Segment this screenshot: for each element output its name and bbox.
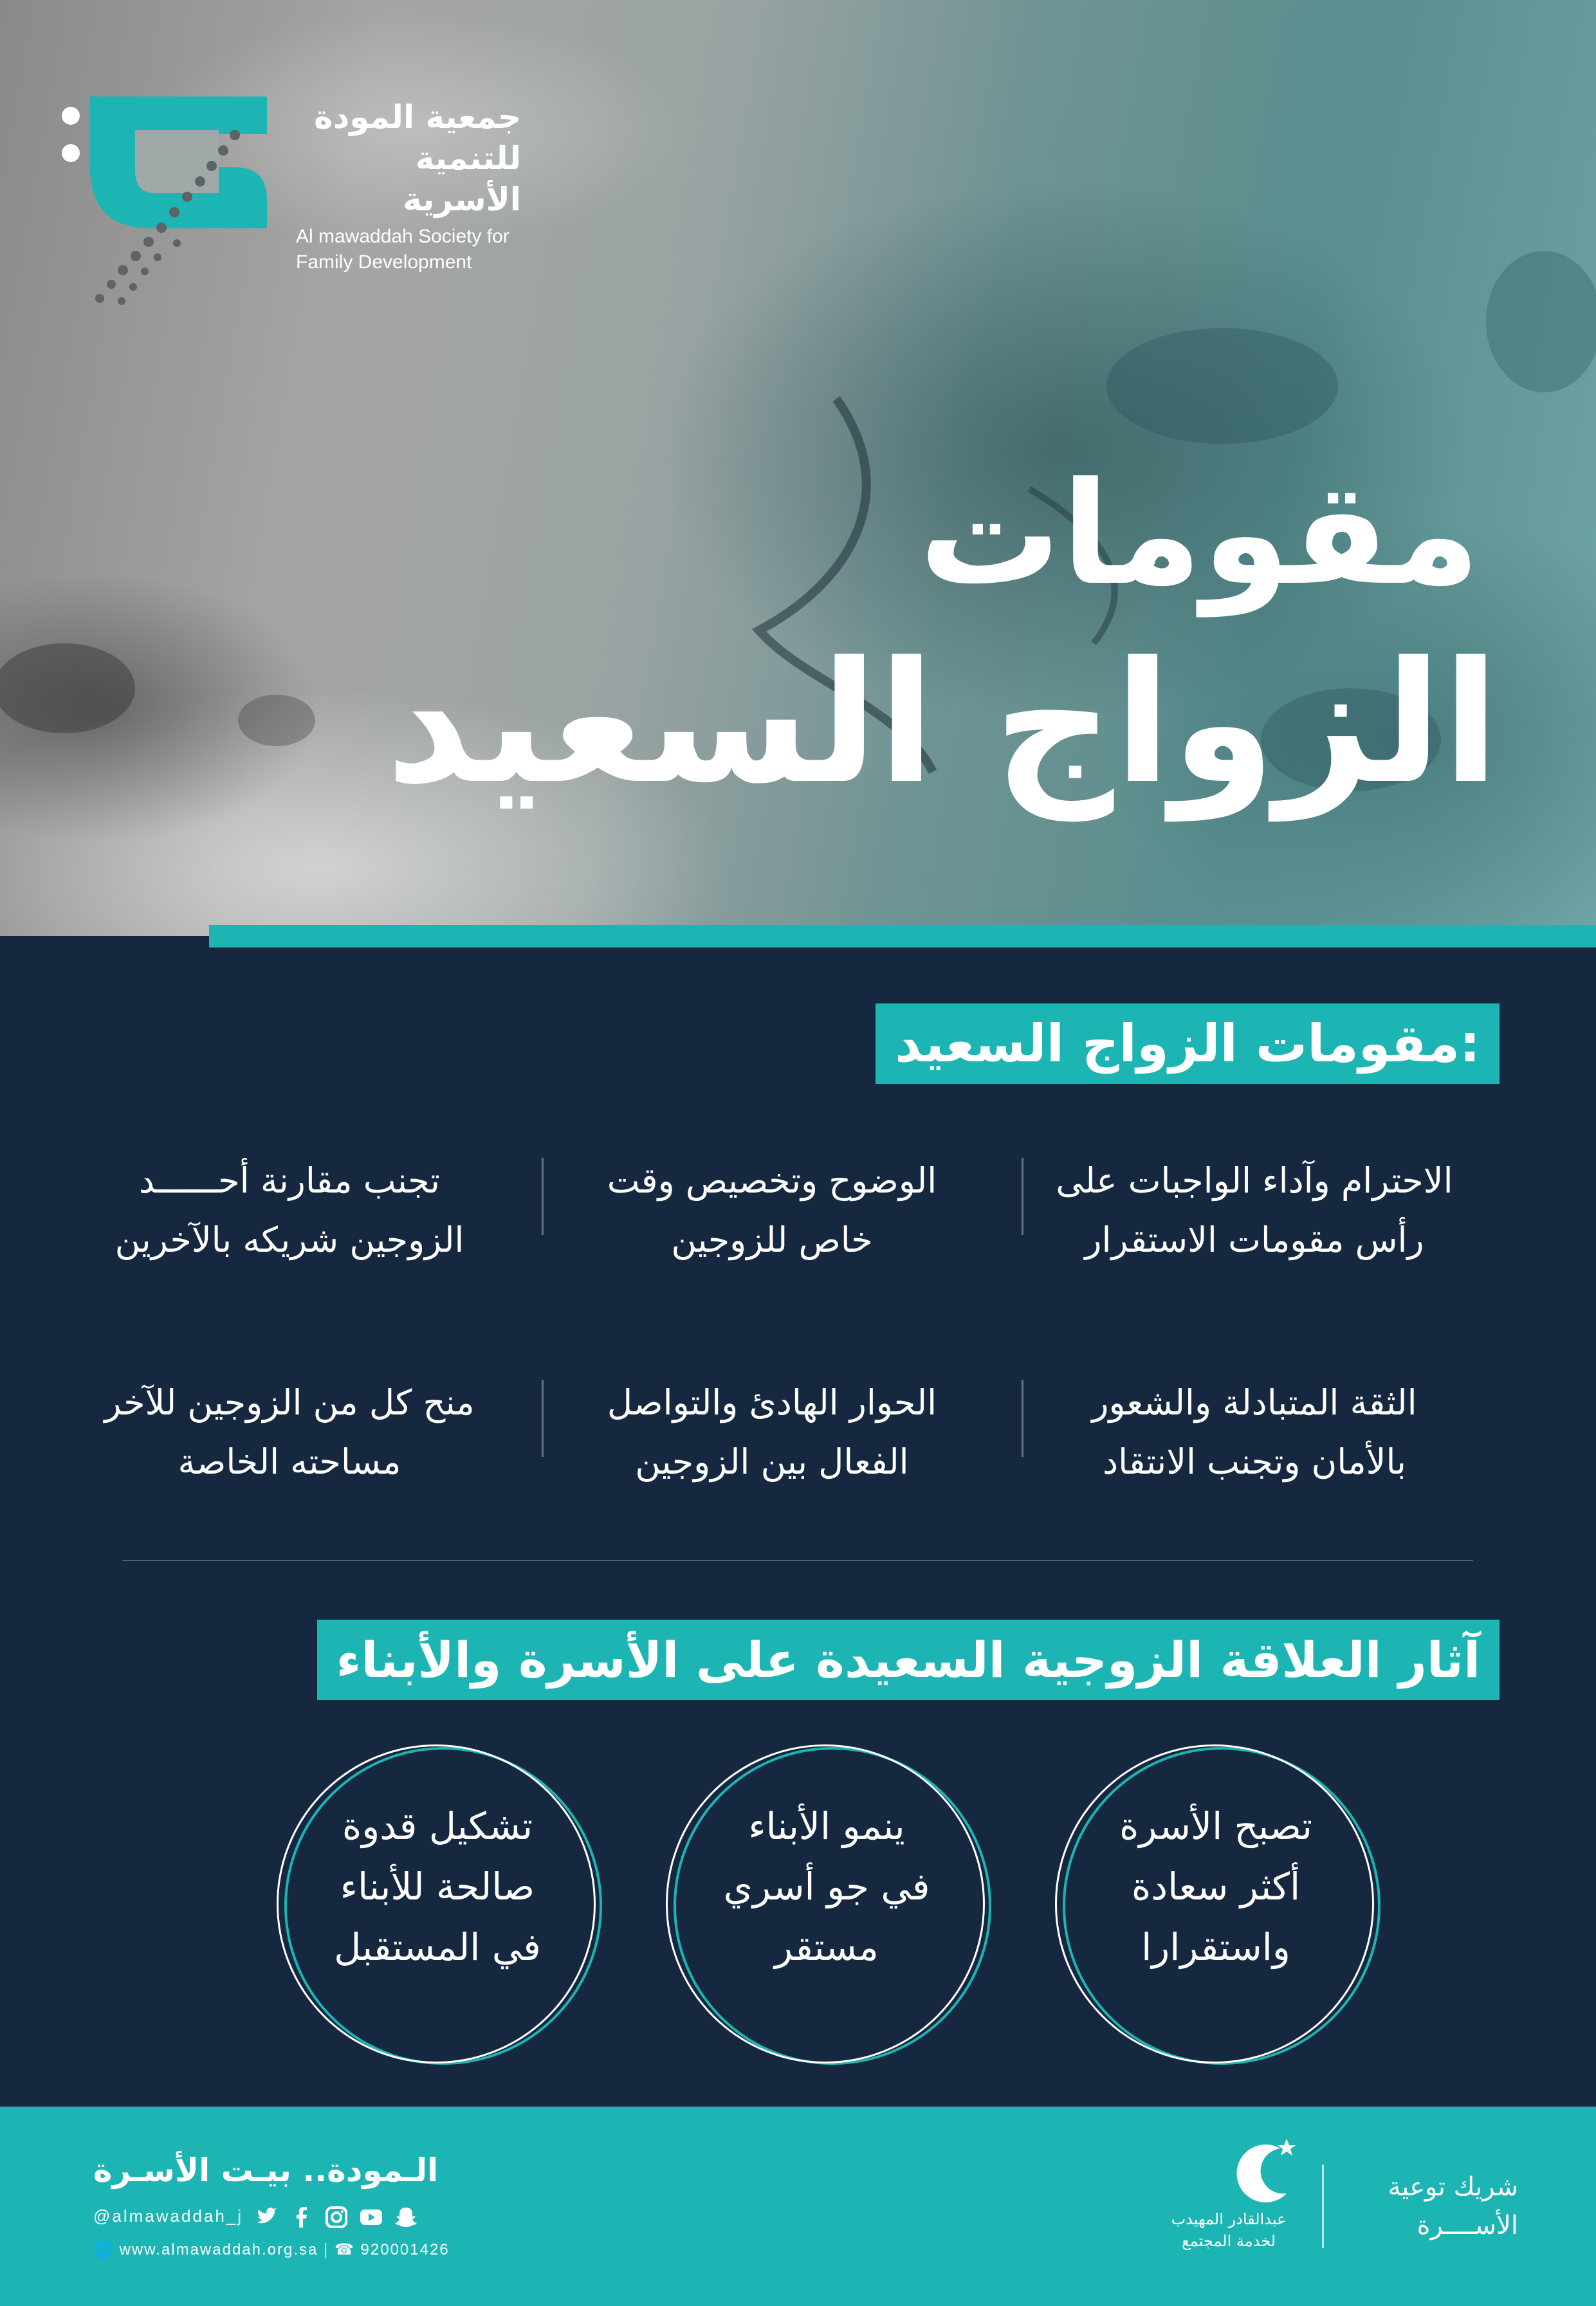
partner-divider bbox=[1322, 2164, 1324, 2248]
effect-line: أكثر سعادة bbox=[1131, 1865, 1301, 1908]
effect-line: صالحة للأبناء bbox=[340, 1865, 535, 1908]
effect-line: ينمو الأبناء bbox=[748, 1804, 905, 1848]
column-divider bbox=[1022, 1158, 1023, 1235]
pillar-line: الوضوح وتخصيص وقت bbox=[607, 1160, 937, 1201]
pillar-line: الاحترام وآداء الواجبات على bbox=[1056, 1160, 1453, 1201]
logo-text bbox=[296, 96, 521, 275]
section-divider bbox=[122, 1560, 1473, 1561]
phone-number[interactable]: 920001426 bbox=[360, 2241, 450, 2258]
pillar-item bbox=[1029, 1373, 1480, 1492]
social-row bbox=[93, 2203, 417, 2229]
effect-text bbox=[302, 1796, 573, 1977]
partner-label-line: شريك توعية bbox=[1388, 2172, 1518, 2202]
instagram-icon[interactable] bbox=[325, 2206, 348, 2229]
pillar-line: الحوار الهادئ والتواصل bbox=[607, 1382, 937, 1423]
effect-line: تصبح الأسرة bbox=[1119, 1804, 1312, 1848]
facebook-icon[interactable] bbox=[290, 2206, 313, 2229]
hero-banner bbox=[0, 0, 1596, 936]
column-divider bbox=[542, 1380, 544, 1457]
effect-circle bbox=[1055, 1744, 1377, 2066]
pillar-line: منح كل من الزوجين للآخر bbox=[104, 1382, 475, 1423]
pillars-heading: مقومات الزواج السعيد: bbox=[876, 1003, 1500, 1084]
logo-name-en-1: Al mawaddah Society for bbox=[296, 226, 509, 247]
effect-circle bbox=[666, 1744, 987, 2066]
contact-separator: | bbox=[324, 2241, 335, 2258]
column-divider bbox=[1022, 1380, 1023, 1457]
effects-heading: آثار العلاقة الزوجية السعيدة على الأسرة والأبناء bbox=[317, 1620, 1500, 1700]
youtube-icon[interactable] bbox=[360, 2206, 383, 2229]
effect-text bbox=[1081, 1796, 1351, 1977]
pillar-line: خاص للزوجين bbox=[671, 1220, 873, 1260]
pillar-item bbox=[1029, 1151, 1480, 1270]
effect-circle bbox=[277, 1744, 598, 2066]
twitter-icon[interactable] bbox=[255, 2206, 278, 2229]
partner-name bbox=[1145, 2208, 1312, 2252]
logo-name-ar-1: جمعية المودة bbox=[314, 98, 521, 136]
effect-text bbox=[692, 1796, 962, 1977]
pillar-line: رأس مقومات الاستقرار bbox=[1085, 1220, 1424, 1260]
effect-line: في جو أسري bbox=[723, 1865, 930, 1908]
pillar-item bbox=[547, 1151, 997, 1270]
pillar-line: الزوجين شريكه بالآخرين bbox=[115, 1220, 464, 1260]
effect-line: في المستقبل bbox=[334, 1925, 541, 1969]
logo-name-ar-2: للتنمية الأسرية bbox=[403, 140, 521, 218]
pillar-item bbox=[547, 1373, 997, 1492]
hero-title-line2: الزواج السعيد bbox=[385, 627, 1500, 821]
contact-row bbox=[93, 2238, 450, 2262]
logo-icon bbox=[55, 96, 286, 328]
footer bbox=[0, 2107, 1596, 2306]
pillar-item bbox=[64, 1151, 515, 1270]
snapchat-icon[interactable] bbox=[394, 2206, 417, 2229]
partner-name-line: لخدمة المجتمع bbox=[1182, 2232, 1276, 2250]
pillar-line: الفعال بين الزوجين bbox=[635, 1441, 909, 1482]
hero-title-line1: مقومات bbox=[919, 452, 1480, 616]
pillar-line: الثقة المتبادلة والشعور bbox=[1092, 1382, 1417, 1423]
phone-icon: ☎ bbox=[334, 2241, 355, 2258]
pillar-line: تجنب مقارنة أحــــــد bbox=[139, 1160, 440, 1201]
globe-icon: 🌐 bbox=[93, 2241, 114, 2258]
column-divider bbox=[542, 1158, 544, 1235]
pillar-item bbox=[64, 1373, 515, 1492]
pillar-line: مساحته الخاصة bbox=[178, 1441, 401, 1482]
partner-label bbox=[1344, 2168, 1518, 2245]
pillar-line: بالأمان وتجنب الانتقاد bbox=[1103, 1441, 1406, 1482]
effect-line: واستقرارا bbox=[1141, 1925, 1290, 1969]
partner-name-line: عبدالقادر المهيدب bbox=[1171, 2210, 1287, 2228]
social-handle[interactable]: @almawaddah_j bbox=[93, 2206, 244, 2226]
website-link[interactable]: www.almawaddah.org.sa bbox=[119, 2241, 318, 2258]
effect-line: مستقر bbox=[775, 1925, 879, 1969]
hero-accent-bar bbox=[209, 925, 1596, 947]
effect-line: تشكيل قدوة bbox=[342, 1804, 533, 1848]
footer-slogan: الـمودة.. بيـت الأسـرة bbox=[93, 2152, 439, 2189]
partner-label-line: الأســــرة bbox=[1417, 2211, 1518, 2240]
partner-crescent-icon bbox=[1235, 2136, 1299, 2206]
logo-name-en-2: Family Development bbox=[296, 252, 472, 273]
